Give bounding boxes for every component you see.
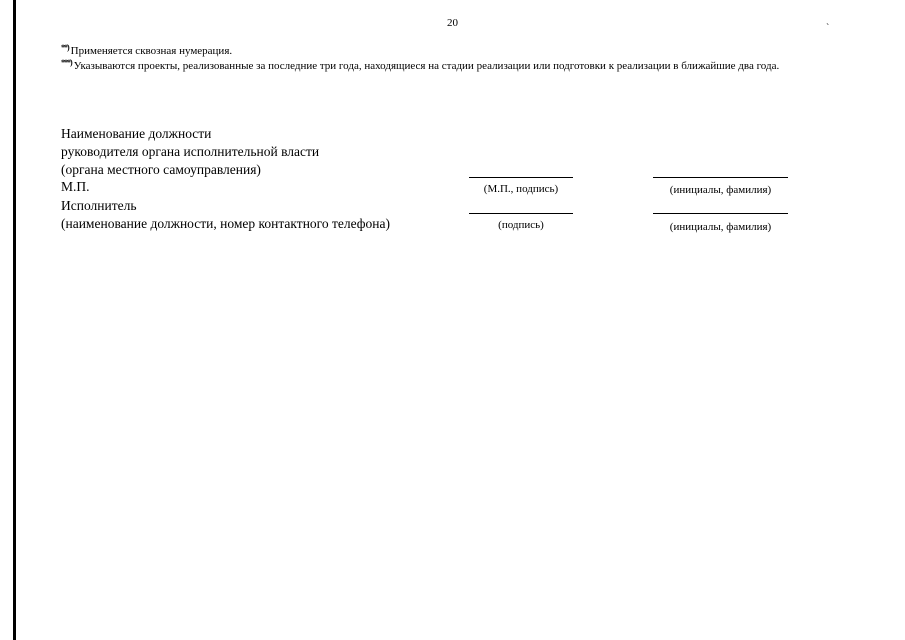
executor-details: (наименование должности, номер контактного телефона): [61, 216, 390, 231]
footnote-2: [61, 56, 861, 73]
page-number: 20: [447, 17, 458, 29]
position-title-line-1: Наименование должности: [61, 126, 212, 141]
footnote-2-marker: ***): [61, 58, 72, 67]
head-signature-line: [469, 177, 573, 178]
seal-label: М.П.: [61, 179, 90, 194]
executor-name-caption: (инициалы, фамилия): [669, 221, 772, 233]
position-title-line-3: (органа местного самоуправления): [61, 162, 261, 177]
stray-mark: `: [826, 23, 830, 34]
position-title-line-2: руководителя органа исполнительной власти: [61, 144, 320, 159]
executor-signature-caption: (подпись): [498, 219, 544, 231]
page-left-border: [13, 0, 16, 640]
executor-signature-line: [469, 213, 573, 214]
footnote-1-text: Применяется сквозная нумерация.: [70, 45, 233, 57]
executor-name-line: [653, 213, 788, 214]
footnote-2-text: Указываются проекты, реализованные за последние три года, находящиеся на стадии реализации или подготовки к реализации в ближайшие два года.: [73, 60, 780, 72]
footnote-1-marker: **): [61, 43, 69, 52]
head-name-line: [653, 177, 788, 178]
executor-label: Исполнитель: [61, 198, 137, 213]
head-signature-caption: (М.П., подпись): [483, 183, 559, 195]
head-name-caption: (инициалы, фамилия): [669, 184, 772, 196]
